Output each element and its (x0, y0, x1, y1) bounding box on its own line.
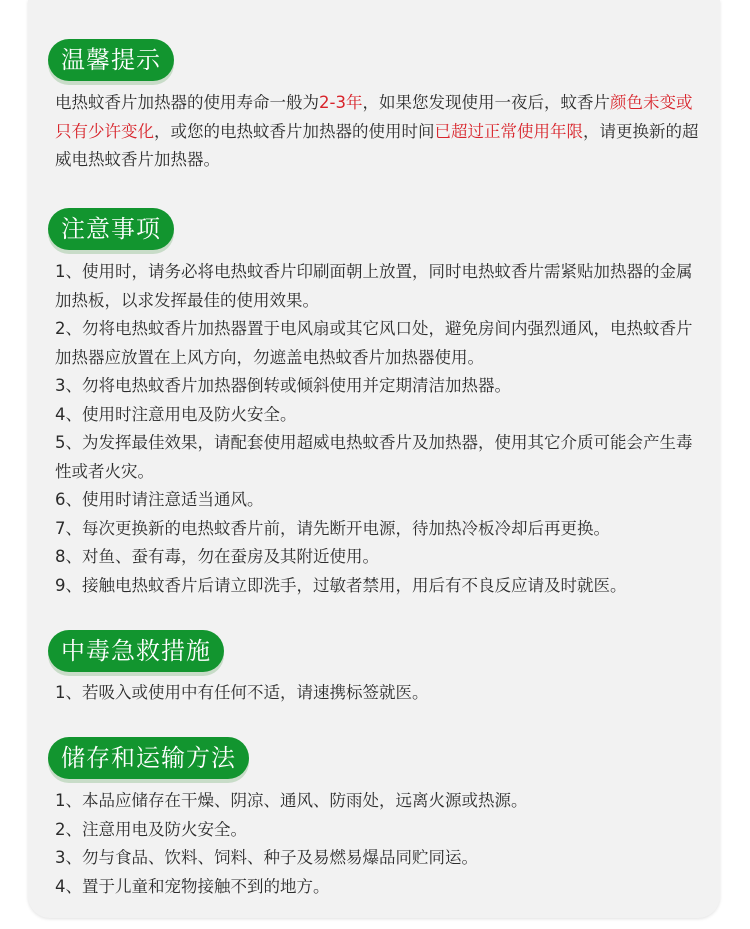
list-item: 5、为发挥最佳效果，请配套使用超威电热蚊香片及加热器，使用其它介质可能会产生毒性或者火灾。 (55, 433, 693, 481)
list-item: 8、对鱼、蚕有毒，勿在蚕房及其附近使用。 (55, 547, 379, 566)
tip-highlight-expired: 已超过正常使用年限 (434, 121, 583, 141)
firstaid-list (55, 679, 705, 708)
list-item: 1、本品应储存在干燥、阴凉、通风、防雨处，远离火源或热源。 (55, 791, 528, 810)
list-item: 9、接触电热蚊香片后请立即洗手，过敏者禁用，用后有不良反应请及时就医。 (55, 575, 627, 595)
tip-text-2: ，如果您发现使用一夜后，蚊香片 (362, 93, 610, 112)
tip-text-4: ，请更换新的超威电热蚊香片加热器。 (55, 121, 699, 169)
list-item: 1、使用时，请务必将电热蚊香片印刷面朝上放置，同时电热蚊香片需紧贴加热器的金属加热板，以求发挥最佳的使用效果。 (55, 262, 693, 310)
list-item: 2、注意用电及防火安全。 (55, 819, 247, 839)
section-title-notes: 注意事项 (48, 208, 174, 250)
list-item: 7、每次更换新的电热蚊香片前，请先断开电源，待加热冷板冷却后再更换。 (55, 518, 610, 538)
tip-highlight-color: 颜色未变或只有少许变化 (55, 93, 693, 141)
section-title-storage: 储存和运输方法 (48, 737, 249, 779)
list-item: 3、勿与食品、饮料、饲料、种子及易燃易爆品同贮同运。 (55, 848, 478, 867)
list-item: 2、勿将电热蚊香片加热器置于电风扇或其它风口处，避免房间内强烈通风，电热蚊香片加热器应放置在上风方向，勿遮盖电热蚊香片加热器使用。 (55, 319, 693, 367)
list-item: 1、若吸入或使用中有任何不适，请速携标签就医。 (55, 683, 429, 702)
storage-list (55, 787, 705, 901)
tip-text-1: 电热蚊香片加热器的使用寿命一般为 (55, 93, 319, 112)
list-item: 4、使用时注意用电及防火安全。 (55, 404, 297, 424)
list-item: 3、勿将电热蚊香片加热器倒转或倾斜使用并定期清洁加热器。 (55, 376, 511, 395)
tip-highlight-years: 2-3年 (319, 93, 363, 112)
tip-paragraph (55, 89, 705, 175)
section-title-firstaid: 中毒急救措施 (48, 630, 224, 672)
section-title-tip: 温馨提示 (48, 39, 174, 81)
tip-text-3: ，或您的电热蚊香片加热器的使用时间 (154, 121, 435, 141)
list-item: 4、置于儿童和宠物接触不到的地方。 (55, 876, 330, 896)
notes-list (55, 258, 705, 600)
list-item: 6、使用时请注意适当通风。 (55, 490, 264, 509)
